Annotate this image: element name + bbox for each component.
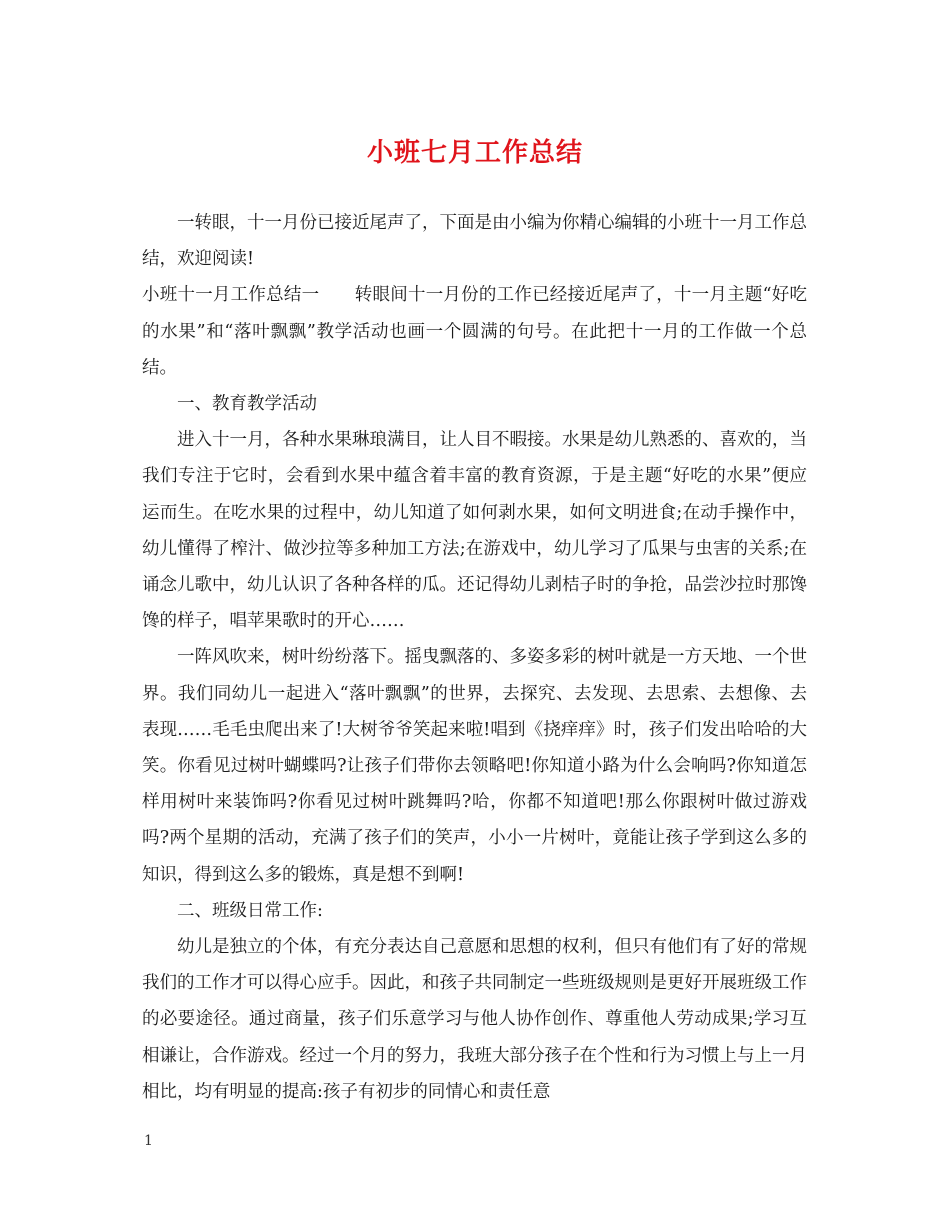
paragraph-fruit-theme: 进入十一月，各种水果琳琅满目，让人目不暇接。水果是幼儿熟悉的、喜欢的，当我们专注于它时，会看到水果中蕴含着丰富的教育资源，于是主题“好吃的水果”便应运而生。在吃水果的过程中，幼儿知道了如何剥水果，如何文明进食;在动手操作中，幼儿懂得了榨汁、做沙拉等多种加工方法;在游戏中，幼儿学习了瓜果与虫害的关系;在诵念儿歌中，幼儿认识了各种各样的瓜。还记得幼儿剥桔子时的争抢，品尝沙拉时那馋馋的样子，唱苹果歌时的开心……: [142, 430, 807, 632]
heading-teaching-activities: 一、教育教学活动: [177, 394, 317, 415]
document-title: 小班七月工作总结: [366, 138, 583, 168]
paragraph-class-routine: 幼儿是独立的个体，有充分表达自己意愿和思想的权利，但只有他们有了好的常规我们的工作才可以得心应手。因此，和孩子共同制定一些班级规则是更好开展班级工作的必要途径。通过商量，孩子们乐意学习与他人协作创作、尊重他人劳动成果;学习互相谦让，合作游戏。经过一个月的努力，我班大部分孩子在个性和行为习惯上与上一月相比，均有明显的提高:孩子有初步的同情心和责任意: [142, 937, 807, 1102]
page-number: 1: [144, 1133, 153, 1149]
heading-class-routine: 二、班级日常工作:: [177, 900, 323, 921]
paragraph-leaves-theme: 一阵风吹来，树叶纷纷落下。摇曳飘落的、多姿多彩的树叶就是一方天地、一个世界。我们同幼儿一起进入“落叶飘飘”的世界，去探究、去发现、去思索、去想像、去表现……毛毛虫爬出来了!大树爷爷笑起来啦!唱到《挠痒痒》时，孩子们发出哈哈的大笑。你看见过树叶蝴蝶吗?让孩子们带你去领略吧!你知道小路为什么会响吗?你知道怎样用树叶来装饰吗?你看见过树叶跳舞吗?哈，你都不知道吧!那么你跟树叶做过游戏吗?两个星期的活动，充满了孩子们的笑声，小小一片树叶，竟能让孩子学到这么多的知识，得到这么多的锻炼，真是想不到啊!: [142, 647, 807, 885]
document-body: [142, 205, 807, 1110]
paragraph-summary-one: 小班十一月工作总结一 转眼间十一月份的工作已经接近尾声了，十一月主题“好吃的水果”和“落叶飘飘”教学活动也画一个圆满的句号。在此把十一月的工作做一个总结。: [142, 285, 807, 378]
paragraph-intro: 一转眼，十一月份已接近尾声了，下面是由小编为你精心编辑的小班十一月工作总结，欢迎阅读!: [142, 213, 807, 270]
